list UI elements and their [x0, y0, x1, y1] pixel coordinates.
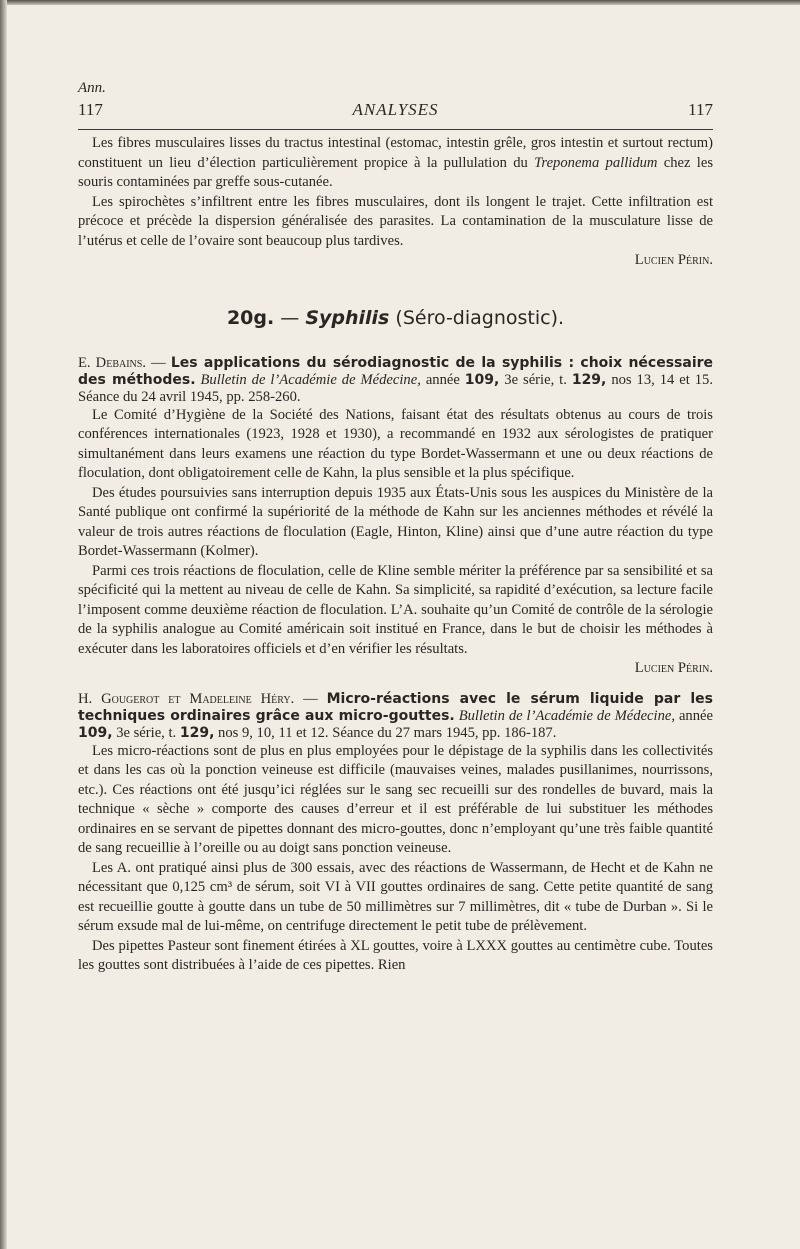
reference-entry: E. Debains. — Les applications du sérodiagnostic de la syphilis : choix nécessaire des méthodes. Bulletin de l’Académie de Médecine, année 109, 3e série, t. 129, nos 13, 14 et 15. Séance du 24 avril 1945, pp. 258-260.	[78, 354, 714, 405]
page-content	[78, 80, 713, 976]
paragraph: Les micro-réactions sont de plus en plus employées pour le dépistage de la syphilis dans les collectivités et dans les cas où la ponction veineuse est difficile (mauvaises veines, malades pusillanimes, nourrissons, etc.). Ces réactions ont été jusqu’ici réglées sur le sang sec recueilli sur des rondelles de buvard, mais la technique « sèche » comporte des causes d’erreur et il est préférable de lui substituer les méthodes ordinaires en se servant de pipettes donnant des micro-gouttes, donc n’employant qu’une très faible quantité de sang recueillie à l’oreille ou au doigt sans ponction veineuse.	[78, 742, 713, 856]
paragraph: Des études poursuivies sans interruption depuis 1935 aux États-Unis sous les auspices du Ministère de la Santé publique ont confirmé la supériorité de la méthode de Kahn sur les anciennes méthodes et révélé la valeur de trois autres réactions de floculation (Eagle, Hinton, Kline) ainsi que d’une autre réaction du type Bordet-Wassermann (Kolmer).	[78, 484, 713, 559]
page-binding-edge	[0, 0, 7, 1249]
reference-journal: Bulletin de l’Académie de Médecine,	[458, 707, 676, 724]
reference-title: Micro-réactions avec le sérum liquide par les techniques ordinaires grâce aux micro-gouttes.	[78, 690, 713, 724]
signature: Lucien Périn.	[634, 660, 713, 676]
species-name: Treponema pallidum	[534, 154, 658, 171]
reference-author: E. Debains.	[78, 354, 146, 371]
running-title: ANALYSES	[352, 100, 439, 119]
page-number-right: 117	[688, 100, 713, 119]
reference-title: Les applications du sérodiagnostic de la syphilis : choix nécessaire des méthodes.	[78, 354, 714, 388]
journal-abbrev: Ann.	[78, 80, 106, 96]
section-title: 20g. — Syphilis (Séro-diagnostic).	[226, 306, 565, 329]
paragraph: Les A. ont pratiqué ainsi plus de 300 essais, avec des réactions de Wassermann, de Hecht et de Kahn ne nécessitant que 0,125 cm³ de sérum, soit VI à VII gouttes ordinaires de sang. Cette petite quantité de sang est recueillie goutte à goutte dans un tube de 50 millimètres sur 7 millimètres, dit « tube de Durban ». Si le sérum exsude mal de lui-même, on centrifuge directement le petit tube de prélèvement.	[78, 859, 713, 934]
paragraph: Des pipettes Pasteur sont finement étirées à XL gouttes, voire à LXXX gouttes au centimètre cube. Toutes les gouttes sont distribuées à l’aide de ces pipettes. Rien	[78, 937, 713, 973]
page-top-edge	[0, 0, 800, 5]
reference-journal: Bulletin de l’Académie de Médecine,	[200, 371, 421, 388]
reference-author: H. Gougerot et Madeleine Héry.	[78, 690, 295, 707]
reference-entry: H. Gougerot et Madeleine Héry. — Micro-réactions avec le sérum liquide par les techniques ordinaires grâce aux micro-gouttes. Bulletin de l’Académie de Médecine, année 109, 3e série, t. 129, nos 9, 10, 11 et 12. Séance du 27 mars 1945, pp. 186-187.	[78, 690, 713, 741]
header-rule	[78, 129, 713, 130]
paragraph: Parmi ces trois réactions de floculation, celle de Kline semble mériter la préférence par sa sensibilité et sa spécificité qui la mettent au niveau de celle de Kahn. Sa simplicité, sa rapidité d’exécution, sa lecture facile l’imposent comme deuxième réaction de floculation. L’A. souhaite qu’un Comité de contrôle de la sérologie de la syphilis analogue au Comité américain soit institué en France, dans le but de choisir les méthodes à exécuter dans les laboratoires officiels et d’en vérifier les résultats. Lucien Périn.	[78, 562, 713, 679]
paragraph: Les fibres musculaires lisses du tractus intestinal (estomac, intestin grêle, gros intestin et surtout rectum) constituent un lieu d’élection particulièrement propice à la pullulation du Treponema pallidum chez les souris contaminées par greffe sous-cutanée.	[78, 135, 714, 190]
signature: Lucien Périn.	[634, 252, 713, 268]
paragraph: Les spirochètes s’infiltrent entre les fibres musculaires, dont ils longent le trajet. Cette infiltration est précoce et précède la dispersion généralisée des parasites. La contamination de la musculature lisse de l’utérus et celle de l’ovaire sont beaucoup plus tardives. Lucien Périn.	[78, 193, 713, 271]
running-header	[78, 80, 713, 134]
section-subtitle: (Séro-diagnostic).	[395, 306, 565, 329]
section-number: 20g.	[226, 306, 275, 329]
paragraph: Le Comité d’Hygiène de la Société des Nations, faisant état des résultats obtenus au cours de trois conférences internationales (1923, 1928 et 1930), a recommandé en 1932 aux sérologistes de pratiquer simultanément dans leurs examens une réaction du type Bordet-Wassermann et une ou deux réactions de floculation, dont obligatoirement celle de Kahn, la plus sensible et la plus spécifique.	[78, 406, 713, 481]
section-heading: Syphilis	[305, 306, 390, 329]
page-number-left: 117	[78, 100, 103, 119]
